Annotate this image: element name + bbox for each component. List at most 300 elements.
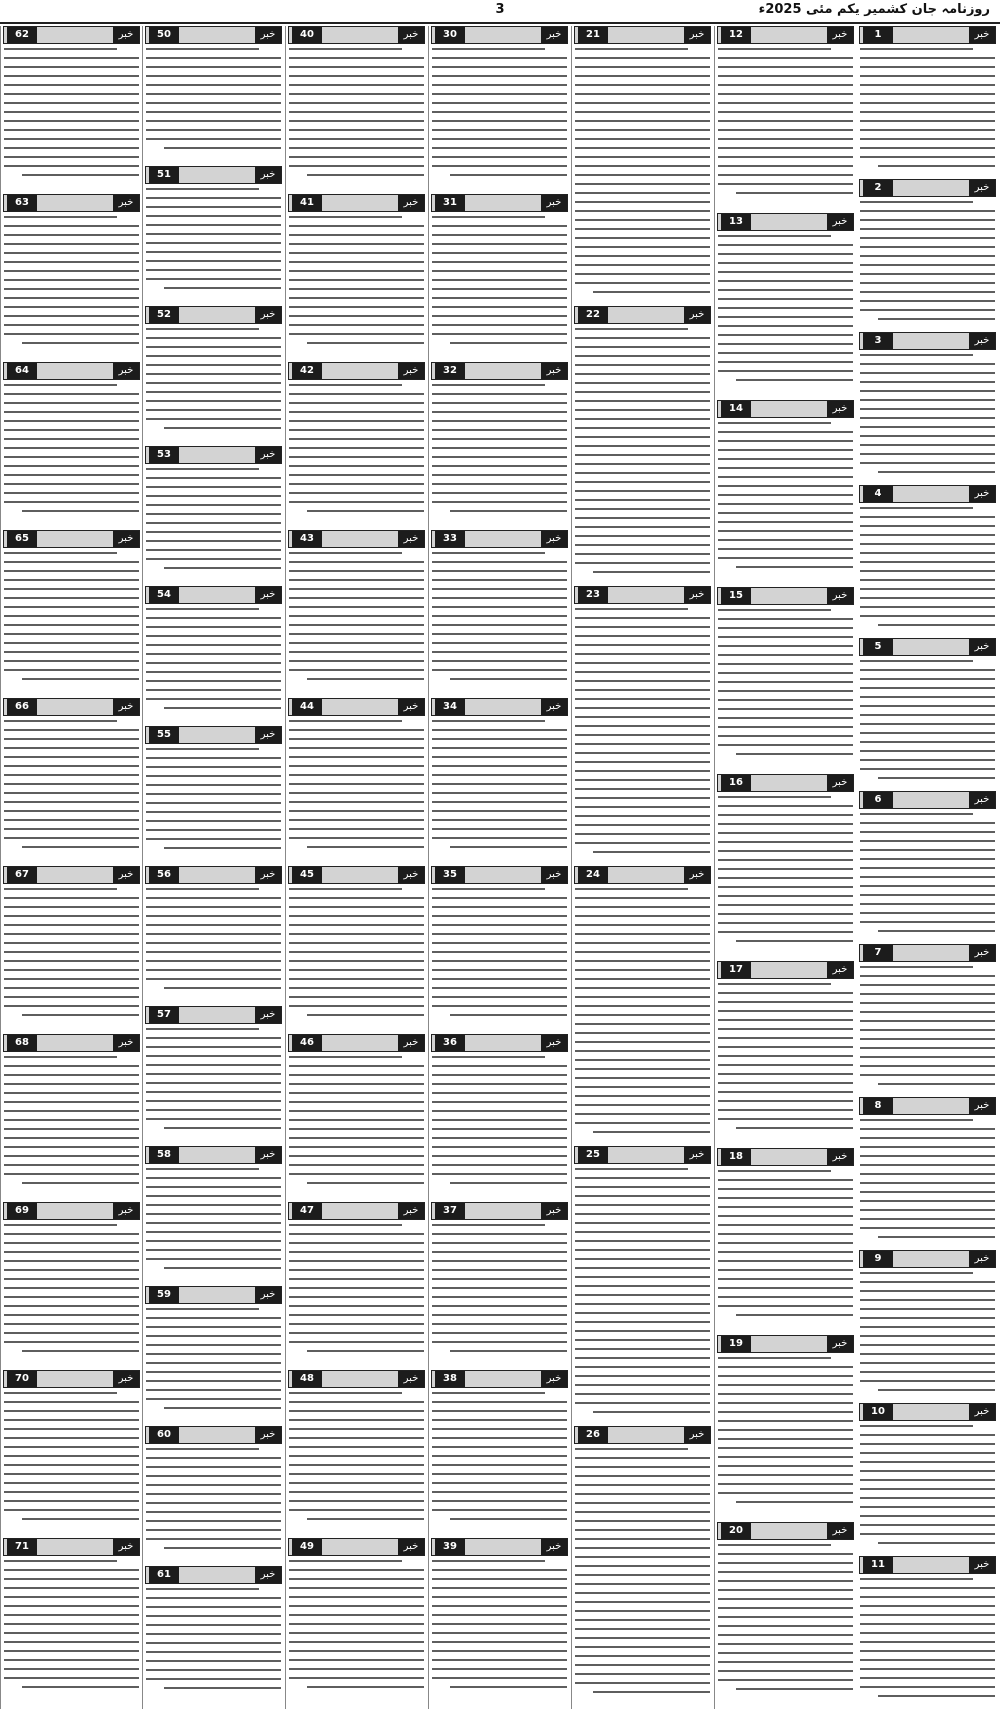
text-line	[4, 1164, 139, 1166]
section-label: خبر	[827, 401, 853, 417]
text-line	[4, 279, 139, 281]
text-line	[4, 783, 139, 785]
text-line	[860, 246, 995, 248]
text-line	[4, 1419, 139, 1421]
text-line	[860, 912, 995, 914]
text-line	[575, 373, 710, 375]
text-line	[575, 725, 710, 727]
text-line	[878, 1695, 995, 1697]
text-line	[4, 1482, 139, 1484]
news-item-number: 32	[435, 363, 465, 379]
text-line	[164, 847, 281, 849]
text-line	[432, 1632, 567, 1634]
text-line	[4, 915, 139, 917]
text-line	[718, 1652, 853, 1654]
text-line	[718, 1001, 853, 1003]
text-line	[718, 271, 853, 273]
text-line	[432, 165, 567, 167]
news-item-body	[289, 1392, 424, 1527]
text-line	[860, 1164, 995, 1166]
text-line	[860, 507, 973, 509]
news-item-number: 30	[435, 27, 465, 43]
text-line	[575, 418, 710, 420]
text-line	[718, 1607, 853, 1609]
text-line	[575, 635, 710, 637]
text-line	[4, 402, 139, 404]
news-item-body	[432, 1056, 567, 1191]
text-line	[432, 924, 567, 926]
text-line	[432, 216, 545, 218]
text-line	[718, 618, 853, 620]
text-line	[432, 960, 567, 962]
text-line	[718, 1251, 853, 1253]
news-item-number: 52	[149, 307, 179, 323]
text-line	[4, 1332, 139, 1334]
text-line	[575, 337, 710, 339]
text-line	[718, 244, 853, 246]
text-line	[432, 66, 567, 68]
news-item-header	[717, 774, 854, 792]
text-line	[146, 278, 281, 280]
text-line	[432, 1428, 567, 1430]
text-line	[718, 1233, 853, 1235]
text-line	[860, 1677, 995, 1679]
text-line	[593, 571, 710, 573]
text-line	[4, 951, 139, 953]
text-line	[860, 1173, 995, 1175]
text-line	[146, 644, 281, 646]
text-line	[289, 429, 424, 431]
text-line	[146, 1624, 281, 1626]
text-line	[146, 635, 281, 637]
text-line	[146, 1538, 281, 1540]
text-line	[289, 474, 424, 476]
text-line	[146, 924, 281, 926]
text-line	[146, 48, 259, 50]
text-line	[146, 486, 281, 488]
text-line	[22, 1350, 139, 1352]
text-line	[575, 761, 710, 763]
text-line	[575, 1059, 710, 1061]
news-item-number: 31	[435, 195, 465, 211]
text-line	[146, 400, 281, 402]
text-line	[289, 138, 424, 140]
text-line	[432, 120, 567, 122]
text-line	[860, 1425, 973, 1427]
text-line	[432, 606, 567, 608]
news-item-number: 48	[292, 1371, 322, 1387]
text-line	[432, 1260, 567, 1262]
news-item-body	[575, 48, 710, 300]
text-line	[289, 1155, 424, 1157]
text-line	[718, 48, 831, 50]
text-line	[146, 188, 259, 190]
text-line	[575, 888, 688, 890]
text-line	[718, 1411, 853, 1413]
news-item-body	[575, 328, 710, 580]
section-label: خبر	[684, 867, 710, 883]
section-label: خبر	[969, 1098, 995, 1114]
news-item-body	[4, 216, 139, 351]
text-line	[289, 1632, 424, 1634]
text-line	[575, 1195, 710, 1197]
text-line	[432, 570, 567, 572]
text-line	[4, 474, 139, 476]
text-line	[432, 1587, 567, 1589]
text-line	[718, 102, 853, 104]
news-item-number: 36	[435, 1035, 465, 1051]
text-line	[4, 165, 139, 167]
text-line	[718, 431, 853, 433]
text-line	[307, 174, 424, 176]
text-line	[4, 315, 139, 317]
text-line	[718, 1661, 853, 1663]
text-line	[718, 645, 853, 647]
news-item-header	[717, 1335, 854, 1353]
text-line	[718, 1366, 853, 1368]
section-label: خبر	[541, 867, 567, 883]
text-line	[146, 1362, 281, 1364]
text-line	[22, 1182, 139, 1184]
text-line	[575, 1402, 710, 1404]
text-line	[289, 1500, 424, 1502]
news-item-body	[146, 748, 281, 856]
text-line	[860, 129, 995, 131]
text-line	[432, 1269, 567, 1271]
text-line	[289, 225, 424, 227]
news-item-header	[145, 1146, 282, 1164]
section-label: خبر	[827, 27, 853, 43]
text-line	[146, 1651, 281, 1653]
news-item-header	[431, 362, 568, 380]
text-line	[860, 1371, 995, 1373]
news-item-body	[146, 1588, 281, 1696]
text-line	[289, 447, 424, 449]
text-line	[860, 1281, 995, 1283]
text-line	[146, 1317, 281, 1319]
news-item-number: 33	[435, 531, 465, 547]
news-item-body	[146, 888, 281, 996]
text-line	[146, 1028, 259, 1030]
text-line	[575, 1529, 710, 1531]
text-line	[432, 1224, 545, 1226]
text-line	[289, 297, 424, 299]
text-line	[289, 1260, 424, 1262]
text-line	[289, 615, 424, 617]
news-item-body	[718, 1357, 853, 1510]
news-item-number: 3	[863, 333, 893, 349]
text-line	[146, 233, 281, 235]
text-line	[718, 663, 853, 665]
text-line	[860, 1218, 995, 1220]
news-item-number: 58	[149, 1147, 179, 1163]
news-item-header	[431, 1034, 568, 1052]
news-item-body	[575, 1168, 710, 1420]
text-line	[575, 1466, 710, 1468]
news-item-body	[718, 48, 853, 201]
text-line	[575, 1104, 710, 1106]
text-line	[718, 129, 853, 131]
news-item-number: 63	[7, 195, 37, 211]
news-item-number: 10	[863, 1404, 893, 1420]
text-line	[289, 93, 424, 95]
text-line	[575, 1628, 710, 1630]
news-item-body	[860, 966, 995, 1092]
text-line	[575, 1448, 688, 1450]
text-line	[432, 456, 567, 458]
text-line	[432, 1482, 567, 1484]
section-label: خبر	[827, 962, 853, 978]
text-line	[289, 960, 424, 962]
news-item-number: 13	[721, 214, 751, 230]
text-line	[4, 978, 139, 980]
text-line	[432, 1083, 567, 1085]
text-line	[4, 1314, 139, 1316]
text-line	[575, 391, 710, 393]
text-line	[289, 1560, 402, 1562]
text-line	[146, 969, 281, 971]
text-line	[432, 93, 567, 95]
text-line	[718, 1589, 853, 1591]
text-line	[575, 454, 710, 456]
news-item-header	[574, 26, 711, 44]
text-line	[718, 521, 853, 523]
section-label: خبر	[113, 1203, 139, 1219]
news-item-body	[146, 48, 281, 156]
text-line	[860, 75, 995, 77]
text-line	[4, 1650, 139, 1652]
text-line	[718, 1562, 853, 1564]
news-item-header	[574, 1146, 711, 1164]
news-item-number: 65	[7, 531, 37, 547]
text-line	[289, 393, 424, 395]
text-line	[860, 1029, 995, 1031]
news-item-number: 69	[7, 1203, 37, 1219]
news-column-2	[714, 26, 856, 1709]
text-line	[146, 337, 281, 339]
text-line	[718, 636, 853, 638]
section-label: خبر	[684, 27, 710, 43]
text-line	[432, 774, 567, 776]
text-line	[432, 810, 567, 812]
text-line	[307, 1518, 424, 1520]
news-item-number: 5	[863, 639, 893, 655]
news-item-body	[575, 1448, 710, 1700]
text-line	[575, 165, 710, 167]
text-line	[718, 1438, 853, 1440]
text-line	[146, 111, 281, 113]
text-line	[146, 260, 281, 262]
text-line	[4, 1305, 139, 1307]
text-line	[860, 1065, 995, 1067]
text-line	[289, 1233, 424, 1235]
text-line	[146, 689, 281, 691]
text-line	[432, 393, 567, 395]
text-line	[4, 819, 139, 821]
text-line	[718, 1305, 853, 1307]
text-line	[4, 1659, 139, 1661]
text-line	[718, 922, 853, 924]
news-item-body	[718, 422, 853, 575]
text-line	[307, 1182, 424, 1184]
text-line	[718, 1037, 853, 1039]
text-line	[718, 868, 853, 870]
text-line	[146, 951, 281, 953]
text-line	[146, 75, 281, 77]
news-item-body	[4, 48, 139, 183]
section-label: خبر	[255, 447, 281, 463]
text-line	[289, 1173, 424, 1175]
text-line	[575, 1348, 710, 1350]
text-line	[718, 1492, 853, 1494]
text-line	[432, 1242, 567, 1244]
text-line	[860, 525, 995, 527]
text-line	[432, 1005, 567, 1007]
news-item-header	[145, 306, 282, 324]
text-line	[575, 517, 710, 519]
text-line	[164, 1687, 281, 1689]
text-line	[146, 1493, 281, 1495]
text-line	[860, 1119, 973, 1121]
text-line	[432, 1137, 567, 1139]
text-line	[718, 1019, 853, 1021]
text-line	[432, 819, 567, 821]
text-line	[289, 1482, 424, 1484]
text-line	[860, 849, 995, 851]
text-line	[289, 642, 424, 644]
text-line	[146, 1371, 281, 1373]
text-line	[718, 627, 853, 629]
text-line	[432, 1560, 545, 1562]
text-line	[575, 102, 710, 104]
news-item-body	[860, 1119, 995, 1245]
text-line	[146, 206, 281, 208]
news-item-header	[859, 791, 996, 809]
text-line	[860, 1335, 995, 1337]
text-line	[575, 1547, 710, 1549]
text-line	[146, 1615, 281, 1617]
text-line	[164, 1127, 281, 1129]
text-line	[575, 219, 710, 221]
text-line	[289, 669, 424, 671]
news-item-body	[146, 1168, 281, 1276]
text-line	[860, 354, 973, 356]
text-line	[289, 1083, 424, 1085]
section-label: خبر	[398, 195, 424, 211]
text-line	[289, 456, 424, 458]
news-item-body	[575, 888, 710, 1140]
text-line	[718, 1170, 831, 1172]
news-column-3	[571, 26, 713, 1709]
text-line	[432, 1173, 567, 1175]
text-line	[575, 1375, 710, 1377]
text-line	[718, 235, 831, 237]
text-line	[4, 810, 139, 812]
text-line	[860, 1632, 995, 1634]
text-line	[4, 1101, 139, 1103]
text-line	[575, 1231, 710, 1233]
text-line	[860, 534, 995, 536]
text-line	[878, 1236, 995, 1238]
text-line	[575, 842, 710, 844]
news-item-header	[859, 944, 996, 962]
text-line	[575, 544, 710, 546]
news-item-header	[717, 1148, 854, 1166]
text-line	[575, 734, 710, 736]
text-line	[575, 174, 710, 176]
news-item-header	[3, 26, 140, 44]
news-item-body	[432, 1560, 567, 1695]
text-line	[164, 1407, 281, 1409]
text-line	[432, 474, 567, 476]
section-label: خبر	[969, 639, 995, 655]
text-line	[575, 427, 710, 429]
text-line	[432, 1233, 567, 1235]
text-line	[878, 1083, 995, 1085]
news-item-number: 50	[149, 27, 179, 43]
text-line	[718, 352, 853, 354]
news-item-number: 41	[292, 195, 322, 211]
text-line	[146, 1511, 281, 1513]
news-item-number: 11	[863, 1557, 893, 1573]
text-line	[4, 456, 139, 458]
text-line	[718, 1625, 853, 1627]
section-label: خبر	[969, 1557, 995, 1573]
news-item-body	[4, 552, 139, 687]
news-item-header	[288, 194, 425, 212]
text-line	[718, 253, 853, 255]
news-item-header	[288, 1370, 425, 1388]
text-line	[575, 1619, 710, 1621]
section-label: خبر	[398, 531, 424, 547]
text-line	[860, 1497, 995, 1499]
news-item-number: 67	[7, 867, 37, 883]
text-line	[289, 1146, 424, 1148]
text-line	[146, 698, 281, 700]
text-line	[146, 1448, 259, 1450]
text-line	[289, 156, 424, 158]
text-line	[432, 942, 567, 944]
text-line	[575, 553, 710, 555]
text-line	[718, 1375, 853, 1377]
text-line	[575, 192, 710, 194]
text-line	[289, 216, 402, 218]
text-line	[575, 1321, 710, 1323]
text-line	[575, 156, 710, 158]
news-item-header	[574, 306, 711, 324]
text-line	[432, 1110, 567, 1112]
text-line	[575, 779, 710, 781]
text-line	[146, 346, 281, 348]
news-item-body	[4, 1056, 139, 1191]
section-label: خبر	[255, 867, 281, 883]
text-line	[4, 1224, 117, 1226]
text-line	[860, 1533, 995, 1535]
text-line	[860, 426, 995, 428]
text-line	[860, 1209, 995, 1211]
text-line	[289, 1296, 424, 1298]
text-line	[593, 1131, 710, 1133]
text-line	[432, 783, 567, 785]
text-line	[146, 1064, 281, 1066]
text-line	[718, 1357, 831, 1359]
text-line	[432, 288, 567, 290]
text-line	[307, 342, 424, 344]
news-item-header	[3, 1202, 140, 1220]
text-line	[575, 1601, 710, 1603]
text-line	[4, 225, 139, 227]
text-line	[718, 726, 853, 728]
